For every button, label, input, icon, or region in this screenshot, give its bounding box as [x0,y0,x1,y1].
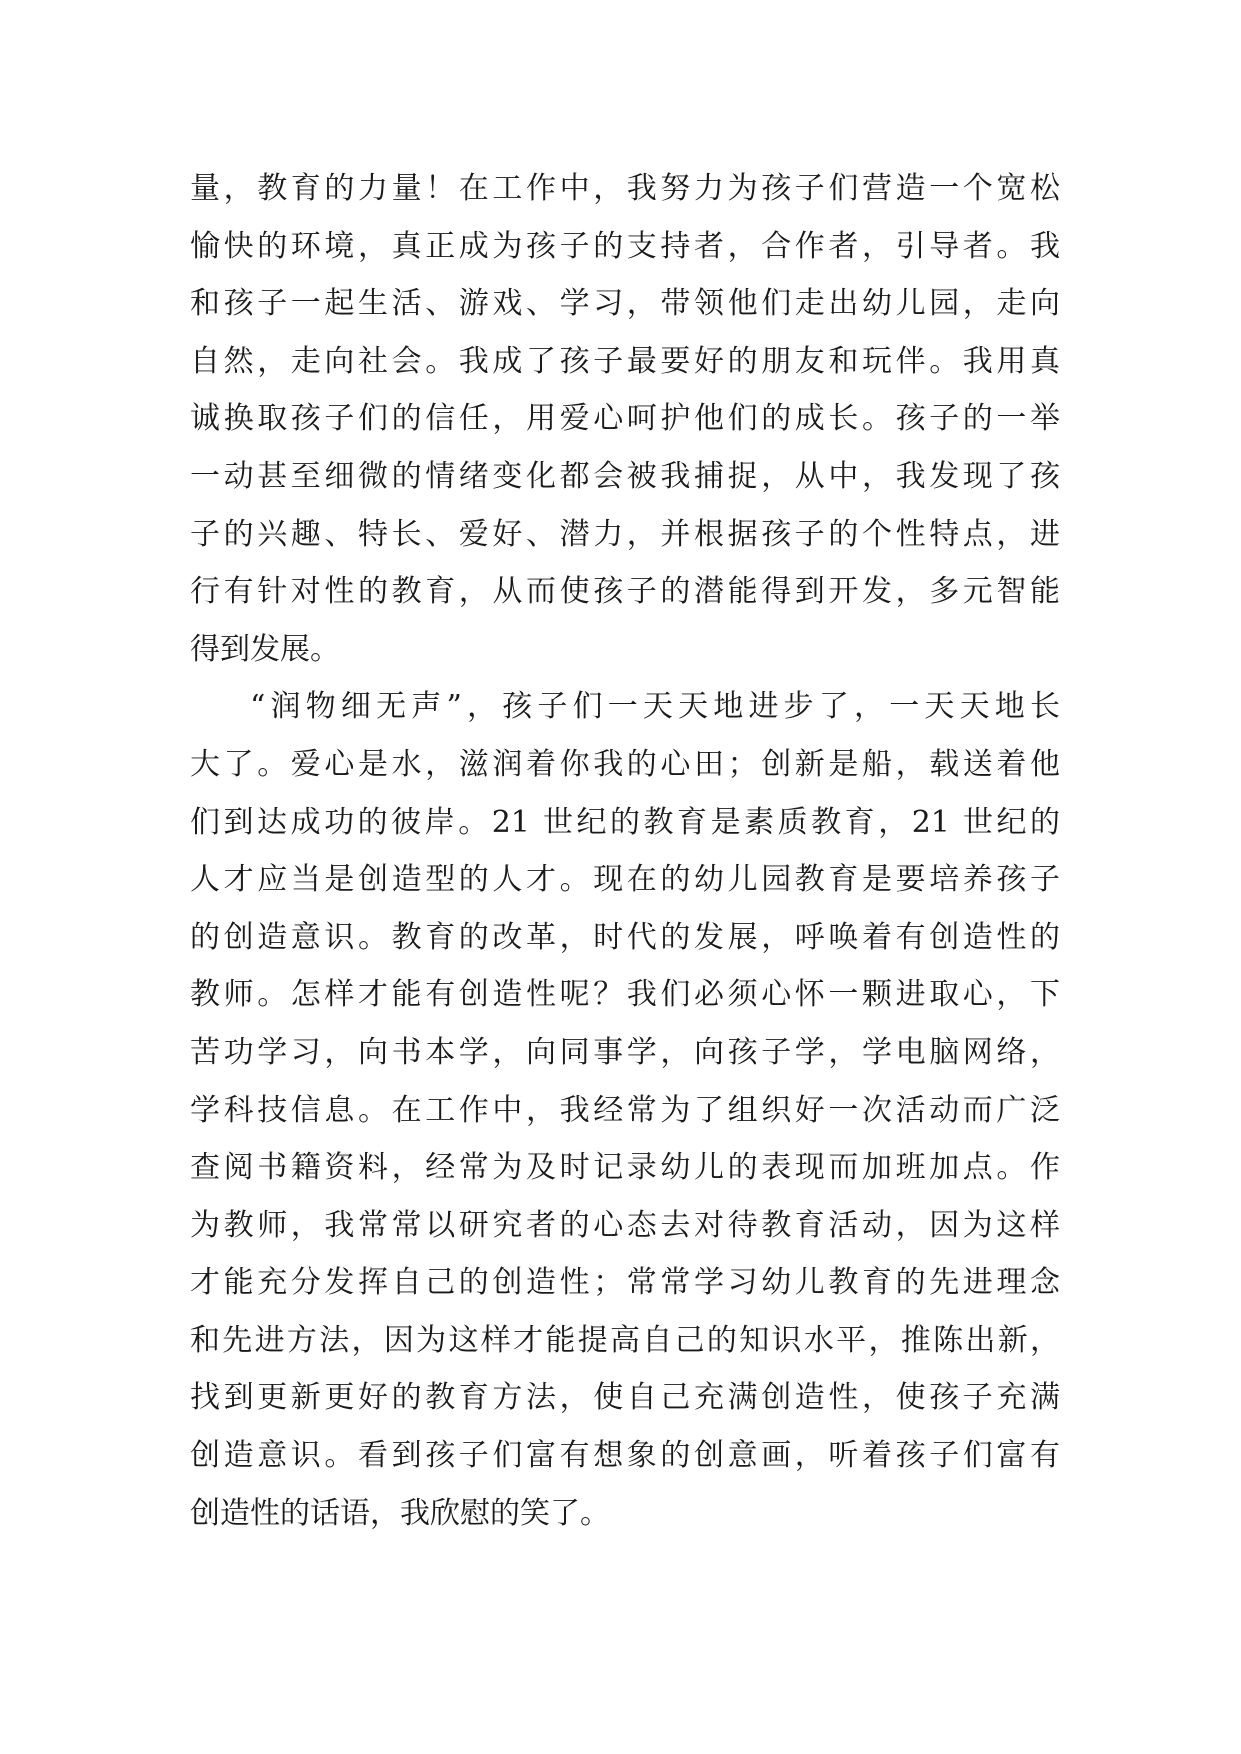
text-line: 才能充分发挥自己的创造性；常常学习幼儿教育的先进理念 [190,1265,1060,1301]
text-line: 的创造意识。教育的改革，时代的发展，呼唤着有创造性的 [190,919,1060,955]
text-line: 自然，走向社会。我成了孩子最要好的朋友和玩伴。我用真 [190,343,1060,379]
text-line: 诚换取孩子们的信任，用爱心呵护他们的成长。孩子的一举 [190,401,1060,437]
text-line: 学科技信息。在工作中，我经常为了组织好一次活动而广泛 [190,1092,1060,1128]
text-line: 为教师，我常常以研究者的心态去对待教育活动，因为这样 [190,1207,1060,1243]
text-line: 创造意识。看到孩子们富有想象的创意画，听着孩子们富有 [190,1438,1060,1474]
text-line: 行有针对性的教育，从而使孩子的潜能得到开发，多元智能 [190,574,1060,610]
text-line: 苦功学习，向书本学，向同事学，向孩子学，学电脑网络， [190,1034,1060,1070]
text-line: 找到更新更好的教育方法，使自己充满创造性，使孩子充满 [190,1380,1060,1416]
paragraph-start-line: “润物细无声”，孩子们一天天地进步了，一天天地长 [250,689,1060,725]
text-line: 人才应当是创造型的人才。现在的幼儿园教育是要培养孩子 [190,862,1060,898]
text-line: 得到发展。 [190,631,340,667]
text-line: 和孩子一起生活、游戏、学习，带领他们走出幼儿园，走向 [190,286,1060,322]
text-line: 一动甚至细微的情绪变化都会被我捕捉，从中，我发现了孩 [190,458,1060,494]
text-line: 和先进方法，因为这样才能提高自己的知识水平，推陈出新， [190,1322,1060,1358]
text-line: 子的兴趣、特长、爱好、潜力，并根据孩子的个性特点，进 [190,516,1060,552]
text-line: 愉快的环境，真正成为孩子的支持者，合作者，引导者。我 [190,228,1060,264]
text-line: 创造性的话语，我欣慰的笑了。 [190,1495,610,1531]
text-line: 大了。爱心是水，滋润着你我的心田；创新是船，载送着他 [190,746,1060,782]
text-line: 查阅书籍资料，经常为及时记录幼儿的表现而加班加点。作 [190,1150,1060,1186]
body-text [190,160,1060,1542]
text-line: 教师。怎样才能有创造性呢？我们必须心怀一颗进取心，下 [190,977,1060,1013]
text-line: 量，教育的力量！在工作中，我努力为孩子们营造一个宽松 [190,171,1060,206]
text-line: 们到达成功的彼岸。21 世纪的教育是素质教育，21 世纪的 [190,804,1060,840]
